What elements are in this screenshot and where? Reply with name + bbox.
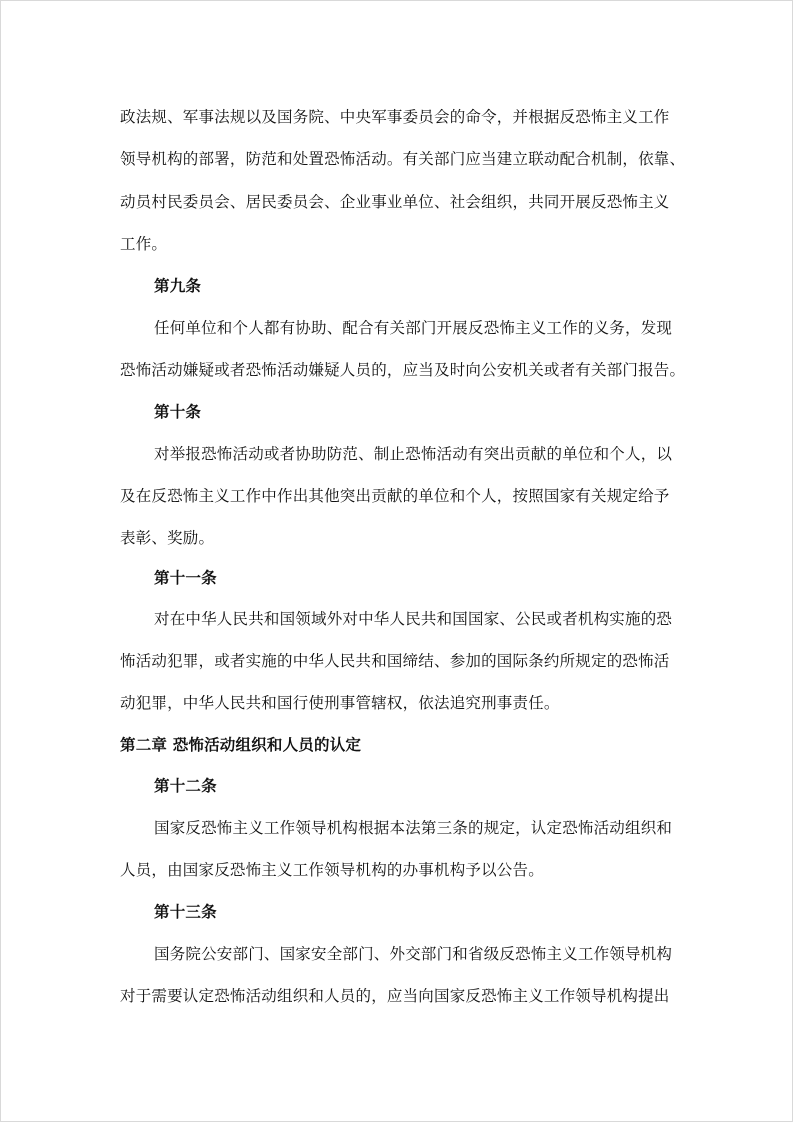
article-heading: 第十一条 xyxy=(154,569,217,587)
article-heading: 第十条 xyxy=(154,403,202,421)
article-heading: 第九条 xyxy=(154,277,202,295)
paragraph-line: 恐怖活动嫌疑或者恐怖活动嫌疑人员的，应当及时向公安机关或者有关部门报告。 xyxy=(120,361,686,379)
paragraph-line: 人员，由国家反恐怖主义工作领导机构的办事机构予以公告。 xyxy=(120,861,544,879)
paragraph-line: 动犯罪，中华人民共和国行使刑事管辖权，依法追究刑事责任。 xyxy=(120,694,560,712)
paragraph-line: 怖活动犯罪，或者实施的中华人民共和国缔结、参加的国际条约所规定的恐怖活 xyxy=(120,652,670,670)
article-heading: 第十二条 xyxy=(154,777,217,795)
paragraph-line: 对举报恐怖活动或者协助防范、制止恐怖活动有突出贡献的单位和个人，以 xyxy=(154,445,673,463)
paragraph-line: 国家反恐怖主义工作领导机构根据本法第三条的规定，认定恐怖活动组织和 xyxy=(154,819,673,837)
paragraph-line: 对于需要认定恐怖活动组织和人员的，应当向国家反恐怖主义工作领导机构提出 xyxy=(120,987,670,1005)
paragraph-line: 任何单位和个人都有协助、配合有关部门开展反恐怖主义工作的义务，发现 xyxy=(154,319,673,337)
paragraph-line: 表彰、奖励。 xyxy=(120,529,215,547)
paragraph-line: 国务院公安部门、国家安全部门、外交部门和省级反恐怖主义工作领导机构 xyxy=(154,945,673,963)
paragraph-line: 工作。 xyxy=(120,235,168,253)
paragraph-line: 动员村民委员会、居民委员会、企业事业单位、社会组织，共同开展反恐怖主义 xyxy=(120,193,670,211)
chapter-heading: 第二章 恐怖活动组织和人员的认定 xyxy=(120,736,362,754)
paragraph-line: 政法规、军事法规以及国务院、中央军事委员会的命令，并根据反恐怖主义工作 xyxy=(120,108,670,126)
article-heading: 第十三条 xyxy=(154,903,217,921)
paragraph-line: 及在反恐怖主义工作中作出其他突出贡献的单位和个人，按照国家有关规定给予 xyxy=(120,487,670,505)
paragraph-line: 领导机构的部署，防范和处置恐怖活动。有关部门应当建立联动配合机制，依靠、 xyxy=(120,150,686,168)
paragraph-line: 对在中华人民共和国领域外对中华人民共和国国家、公民或者机构实施的恐 xyxy=(154,610,673,628)
